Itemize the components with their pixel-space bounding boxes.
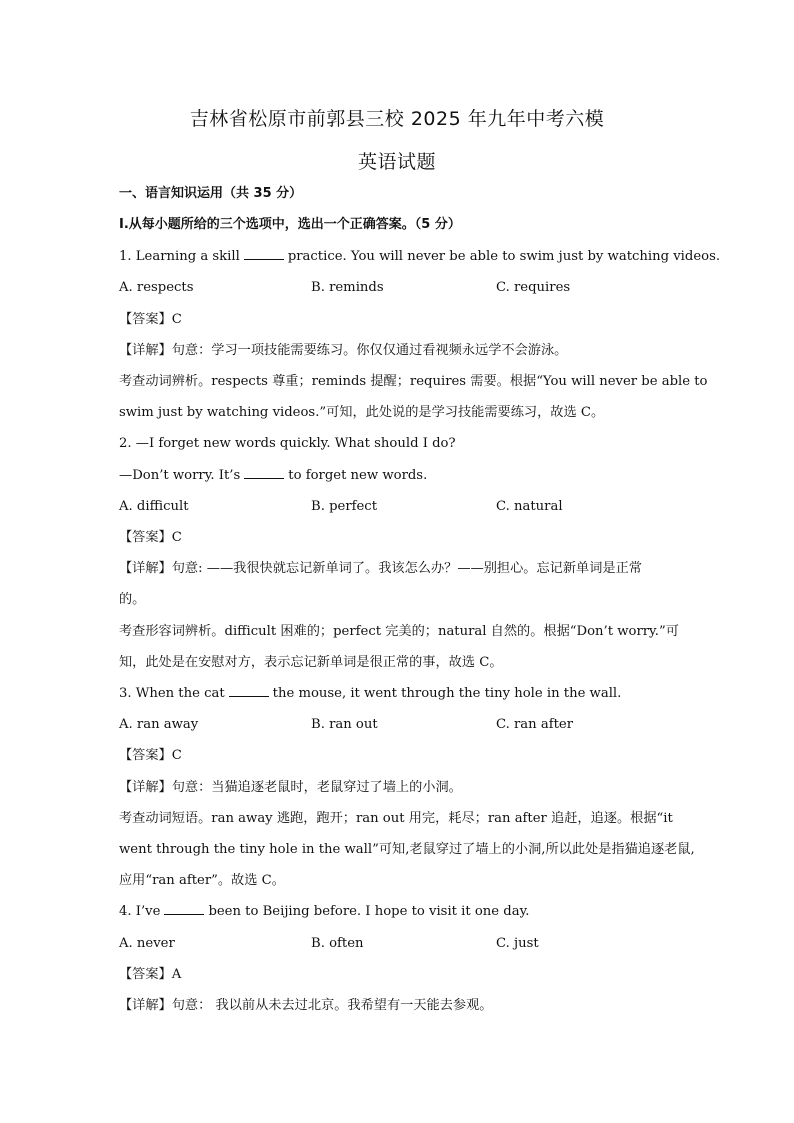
question-2-option-a: A. difficult (119, 499, 189, 514)
question-4-option-b: B. often (311, 936, 364, 951)
question-2-explain-line: 【详解】句意: ——我很快就忘记新单词了。我该怎么办？——别担心。忘记新单词是正常 (119, 561, 642, 576)
question-4-explain-line: 【详解】句意： 我以前从未去过北京。我希望有一天能去参观。 (119, 998, 493, 1013)
question-1-option-b: B. reminds (311, 280, 384, 295)
question-4-stem-end: been to Beijing before. I hope to visit it one day. (208, 904, 530, 919)
subsection-heading: Ⅰ.从每小题所给的三个选项中，选出一个正确答案。（5 分） (119, 217, 461, 232)
question-2-explain-line: 考查形容词辨析。difficult 困难的；perfect 完美的；natural 自然的。根据“Don’t worry.”可 (119, 624, 679, 639)
page-subtitle: 英语试题 (357, 151, 436, 173)
question-4-answer: 【答案】A (119, 967, 182, 982)
question-1-explain-line: 考查动词辨析。respects 尊重；reminds 提醒；requires 需要。根据“You will never be able to (119, 374, 708, 389)
question-1-stem (119, 247, 720, 267)
question-2-option-b: B. perfect (311, 499, 377, 514)
question-3-answer: 【答案】C (119, 748, 182, 763)
question-3-option-a: A. ran away (119, 717, 199, 732)
question-1-explain-line: swim just by watching videos.”可知，此处说的是学习技能需要练习，故选 C。 (119, 405, 605, 420)
question-4-stem-start: 4. I’ve (119, 904, 161, 919)
question-2-stem-line1: 2. —I forget new words quickly. What should I do? (119, 436, 456, 451)
question-1-stem-end: practice. You will never be able to swim just by watching videos. (287, 249, 721, 264)
question-3-explain-line: 应用“ran after”。故选 C。 (119, 873, 285, 888)
question-3-explain-line: 考查动词短语。ran away 逃跑，跑开；ran out 用完，耗尽；ran after 追赶，追逐。根据“it (119, 811, 673, 826)
answer-blank (244, 247, 284, 260)
answer-blank (164, 902, 204, 915)
answer-blank (244, 466, 284, 479)
answer-blank (229, 684, 269, 697)
question-2-option-c: C. natural (496, 499, 563, 514)
question-2-stem-start: —Don’t worry. It’s (119, 468, 241, 483)
question-2-answer: 【答案】C (119, 530, 182, 545)
question-3-stem (119, 684, 621, 704)
question-3-stem-end: the mouse, it went through the tiny hole in the wall. (272, 686, 622, 701)
page-title: 吉林省松原市前郭县三校 2025 年九年中考六模 (189, 108, 605, 130)
question-3-explain-line: went through the tiny hole in the wall”可知,老鼠穿过了墙上的小洞,所以此处是指猫追逐老鼠, (119, 842, 695, 857)
question-3-stem-start: 3. When the cat (119, 686, 225, 701)
question-1-answer: 【答案】C (119, 312, 182, 327)
question-1-explain-line: 【详解】句意：学习一项技能需要练习。你仅仅通过看视频永远学不会游泳。 (119, 343, 568, 358)
question-4-option-a: A. never (119, 936, 175, 951)
question-3-explain-line: 【详解】句意：当猫追逐老鼠时，老鼠穿过了墙上的小洞。 (119, 780, 462, 795)
section-heading: 一、语言知识运用（共 35 分） (119, 186, 303, 201)
question-4-option-c: C. just (496, 936, 539, 951)
question-3-option-b: B. ran out (311, 717, 378, 732)
question-4-stem (119, 902, 530, 922)
question-2-stem-end: to forget new words. (288, 468, 428, 483)
question-1-option-a: A. respects (119, 280, 194, 295)
question-1-stem-start: 1. Learning a skill (119, 249, 240, 264)
question-2-explain-line: 知，此处是在安慰对方，表示忘记新单词是很正常的事，故选 C。 (119, 655, 503, 670)
question-2-stem (119, 466, 427, 486)
question-2-explain-line: 的。 (119, 592, 146, 607)
question-3-option-c: C. ran after (496, 717, 574, 732)
question-1-option-c: C. requires (496, 280, 571, 295)
